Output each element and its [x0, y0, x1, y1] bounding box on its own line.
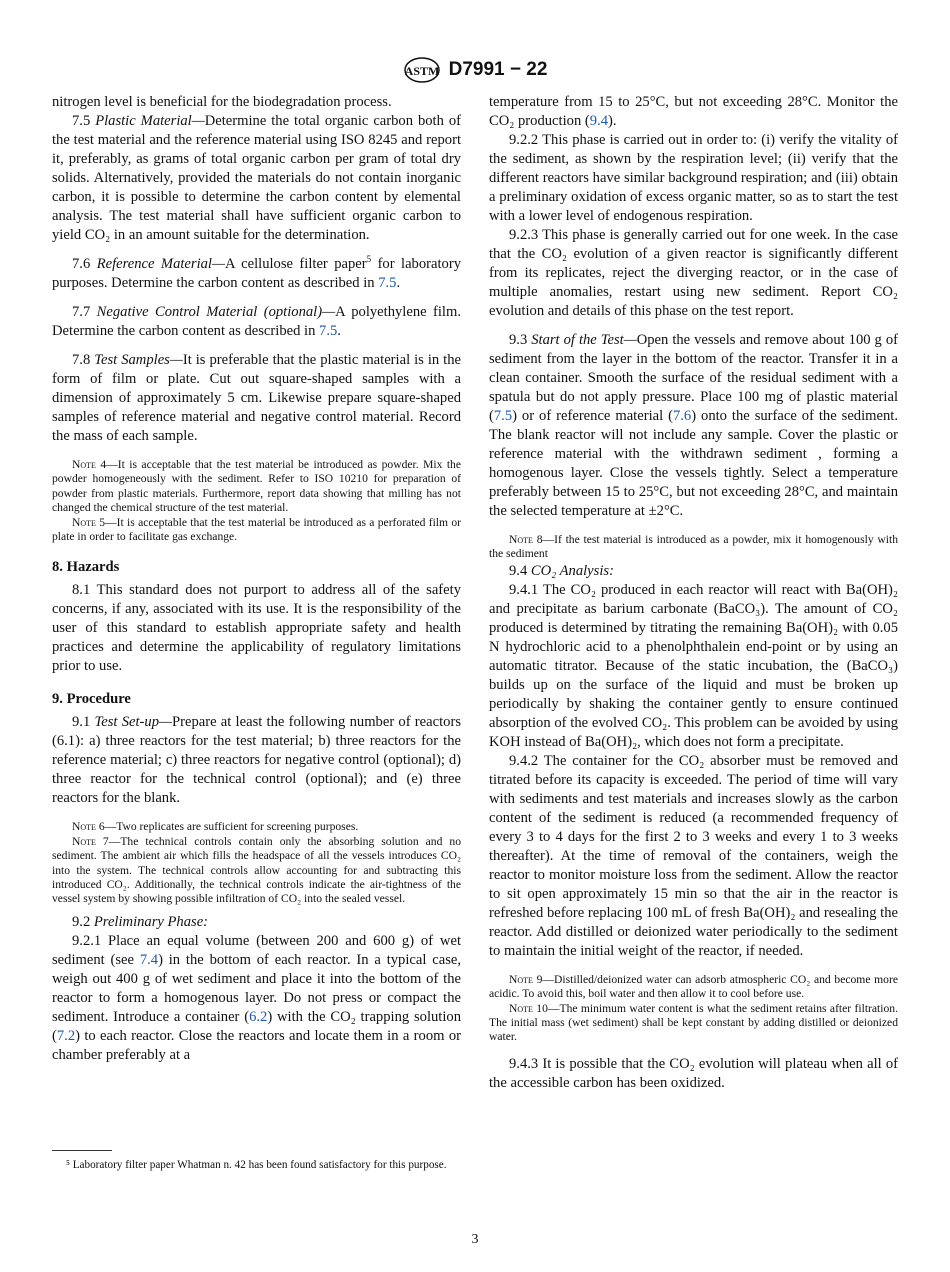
paragraph	[52, 112, 461, 245]
svg-text:ASTM: ASTM	[404, 64, 439, 78]
text-run: 9. Procedure	[52, 691, 131, 708]
text-run: —The technical controls contain only the absorbing solution and no sediment. The ambient air which fills the headspace of all the vessels introduces CO₂ into the system. The technical controls allow accounting for and subtracting this introduced CO₂. Additionally, the technical controls indicate the air-tightness of the vessel system by showing possible infiltration of CO₂ into the sealed vessel.	[52, 834, 461, 906]
paragraph	[489, 752, 898, 961]
note-label: Note 7	[72, 834, 109, 848]
paragraph	[489, 581, 898, 752]
text-run: .	[396, 275, 401, 291]
section-link[interactable]: 7.5	[378, 275, 397, 291]
text-run: —Distilled/deionized water can adsorb atmospheric CO₂ and become more acidic. To avoid this, boil water and then allow it to cool before use.	[489, 972, 898, 1001]
italic-heading: Plastic Material—	[95, 113, 205, 129]
section-link[interactable]: 7.6	[672, 408, 692, 424]
text-run: ).	[608, 113, 617, 129]
text-run: —The minimum water content is what the sediment retains after filtration. The initial mass (wet sediment) shall be kept constant by adding distilled or deionized water.	[489, 1001, 898, 1044]
text-run: 9.4.1 The CO₂ produced in each reactor will react with Ba(OH)₂ and precipitate as barium carbonate (BaCO₃). The amount of CO₂ produced is determined by titrating the remaining Ba(OH)₂ with 0.05 N hydrochloric acid to a phenolphthalein end-point or by using an automatic titrator. Because of the static incubation, the (BaCO₃) builds up on the surface of the liquid and must be broken up periodically by shaking the container gently to ensure continued absorption of the evolved CO₂. This problem can be avoided by using KOH instead of Ba(OH)₂, which does not form a precipitate.	[489, 581, 898, 750]
note	[52, 820, 461, 834]
text-run: A polyethylene film. Determine the carbon content as described in	[52, 304, 461, 339]
text-run: nitrogen level is beneficial for the biodegradation process.	[52, 94, 392, 110]
paragraph	[489, 562, 898, 581]
section-heading	[52, 690, 461, 709]
text-run: —If the test material is introduced as a powder, mix it homogenously with the sediment	[489, 533, 898, 561]
text-run: ) to each reactor. Close the reactors and locate them in a room or chamber preferably at a	[52, 1027, 461, 1063]
italic-heading: Reference Material—	[96, 256, 225, 272]
section-link[interactable]: 7.5	[493, 408, 513, 424]
italic-heading: Start of the Test—	[531, 332, 637, 348]
footnote-divider	[52, 1150, 112, 1151]
text-run: 9.2	[72, 913, 94, 930]
paragraph	[52, 93, 461, 112]
text-run: Determine the total organic carbon both of the test material and the reference material using ISO 8245 and report it, preferably, as grams of total organic carbon per gram of total dry solids. Alternatively, provided the materials do not contain inorganic carbon, it is possible to determine the carbon content by elemental analysis. The test material shall have sufficient organic carbon to yield CO₂ in an amount suitable for the determination.	[52, 113, 462, 243]
page-header	[0, 56, 950, 84]
left-column	[52, 93, 461, 1065]
text-run: —Two replicates are sufficient for screening purposes.	[104, 820, 359, 834]
text-run: 9.4.2 The container for the CO₂ absorber must be removed and titrated before its capacity is exceeded. The period of time will vary with sediments and test materials and increases slowly as the carbon content of the sediment is reduced (a recommended frequency of every 3 to 4 days for the first 2 to 3 weeks and every 1 to 3 weeks thereafter). At the time of removal of the containers, weigh the reactor to monitor moisture loss from the sediment. Allow the reactor to sit open approximately 15 min so that the air in the reactor is refreshed before replacing 100 mL of fresh Ba(OH)₂ and resealing the reactor. Add distilled or deionized water periodically to the sediment to maintain the initial weight of the reactor, if needed.	[489, 752, 898, 959]
text-run: ) in the bottom of each reactor. In a typical case, weigh out 400 g of wet sediment and place it into the bottom of the reactor to form a homogenous layer. Do not press or compact the sediment. Introduce a container (	[52, 951, 461, 1025]
text-run: 7.5	[72, 113, 96, 129]
text-run: 9.2.2 This phase is carried out in order to: (i) verify the vitality of the sediment, as shown by the respiration level; (ii) verify that the different reactors have similar background respiration; and (iii) obtain a preliminary oxidation of excess organic matter, so as to start the test with a lower level of endogenous respiration.	[489, 132, 898, 224]
paragraph	[489, 331, 898, 521]
note-label: Note 10	[509, 1001, 548, 1015]
note-label: Note 9	[509, 972, 543, 986]
paragraph	[52, 913, 461, 932]
section-link[interactable]: 6.2	[249, 1008, 268, 1025]
text-run: 8. Hazards	[52, 559, 120, 576]
text-run: ) with the CO₂ trapping solution (	[52, 1008, 462, 1044]
text-run: 7.7	[72, 304, 97, 320]
text-run: 7.6	[72, 256, 97, 272]
text-run: Prepare at least the following number of reactors (6.1): a) three reactors for the test material; b) three reactors for the reference material; c) three reactors for negative control (optional); d) three reactor for the technical control (optional); and (e) three reactors for the blank.	[52, 714, 461, 807]
note-label: Note 8	[509, 533, 543, 546]
text-run: —It is acceptable that the test material be introduced as powder. Mix the powder homogeneously with the sediment. Refer to ISO 10210 for preparation of powder from plastic materials. Furthermore, report data showing that milling has not changed the chemical structure of the test material.	[52, 458, 461, 515]
section-heading	[52, 558, 461, 577]
text-run: 7.8	[72, 352, 95, 368]
text-run: 9.3	[509, 332, 532, 348]
section-link[interactable]: 7.5	[319, 323, 338, 339]
note-label: Note 4	[72, 458, 107, 471]
footnote-ref: 5	[366, 254, 372, 265]
paragraph	[52, 303, 461, 341]
section-link[interactable]: 7.4	[139, 951, 159, 968]
text-run: 9.4	[509, 562, 531, 579]
note	[489, 1002, 898, 1045]
note	[489, 533, 898, 562]
text-run: It is preferable that the plastic material is in the form of film or plate. Cut out square-shaped samples with a dimension of approximately 5 cm. Likewise prepare square-shaped samples of reference material and negative control material. Record the mass of each sample.	[52, 352, 461, 444]
text-run: 8.1 This standard does not purport to address all of the safety concerns, if any, associated with its use. It is the responsibility of the user of this standard to establish appropriate safety and health practices and determine the applicability of regulatory limitations prior to use.	[52, 582, 461, 675]
paragraph	[489, 93, 898, 131]
text-run: 9.2.3 This phase is generally carried out for one week. In the case that the CO₂ evolution of a given reactor is significantly different from its replicates, reject the diverging reactor, or in the case of multiple anomalies, restart using new sediment. Report CO₂ evolution and details of this phase on the test report.	[489, 227, 898, 319]
text-run: A cellulose filter paper	[224, 256, 367, 272]
text-run: ) or of reference material (	[512, 408, 673, 424]
note	[52, 458, 461, 516]
text-run: —It is acceptable that the test material be introduced as a perforated film or plate in order to facilitate gas exchange.	[52, 515, 461, 544]
paragraph	[489, 131, 898, 226]
paragraph	[52, 255, 461, 293]
paragraph	[52, 351, 461, 446]
text-run: 9.4.3 It is possible that the CO₂ evolution will plateau when all of the accessible carbon has been oxidized.	[489, 1055, 898, 1091]
section-link[interactable]: 7.2	[56, 1027, 76, 1044]
note-label: Note 6	[72, 820, 105, 834]
italic-heading: Test Set-up—	[94, 714, 172, 731]
note	[52, 516, 461, 545]
text-run: Open the vessels and remove about 100 g of sediment from the layer in the bottom of the reactor. Transfer it in a clean container. Smooth the surface of the residual sediment with a spatula but do not apply pressure. Place 100 mg of plastic material (	[489, 332, 898, 424]
text-run: ) onto the surface of the sediment. The blank reactor will not include any sample. Cover the plastic or reference material with the withdrawn sediment , forming a homogenous layer. Close the vessels tightly. Select a temperature preferably between 15 to 25°C, but not exceeding 28°C, and maintain the selected temperature at ±2°C.	[489, 408, 898, 519]
paragraph	[489, 1055, 898, 1093]
text-run: .	[337, 323, 341, 339]
italic-heading: Preliminary Phase:	[93, 913, 209, 930]
italic-heading: Test Samples—	[94, 352, 183, 368]
note	[489, 973, 898, 1002]
paragraph	[489, 226, 898, 321]
right-column	[489, 93, 898, 1093]
note-label: Note 5	[72, 515, 106, 529]
paragraph	[52, 581, 461, 676]
text-run: 9.2.1 Place an equal volume (between 200 and 600 g) of wet sediment (see	[52, 932, 461, 968]
text-run: for laboratory purposes. Determine the carbon content as described in	[52, 256, 461, 291]
text-run: 9.1	[72, 714, 95, 731]
page-number: 3	[471, 1232, 479, 1247]
text-run: temperature from 15 to 25°C, but not exceeding 28°C. Monitor the CO₂ production (	[489, 94, 898, 129]
note	[52, 835, 461, 907]
section-link[interactable]: 9.4	[589, 113, 608, 129]
footnote: ⁵ Laboratory filter paper Whatman n. 42 has been found satisfactory for this purpose.	[66, 1159, 447, 1171]
document-id: D7991 − 22	[448, 59, 548, 80]
paragraph	[52, 713, 461, 808]
italic-heading: CO₂ Analysis:	[530, 562, 614, 579]
astm-logo-icon	[403, 56, 441, 84]
paragraph	[52, 932, 461, 1065]
italic-heading: Negative Control Material (optional)—	[96, 304, 336, 320]
